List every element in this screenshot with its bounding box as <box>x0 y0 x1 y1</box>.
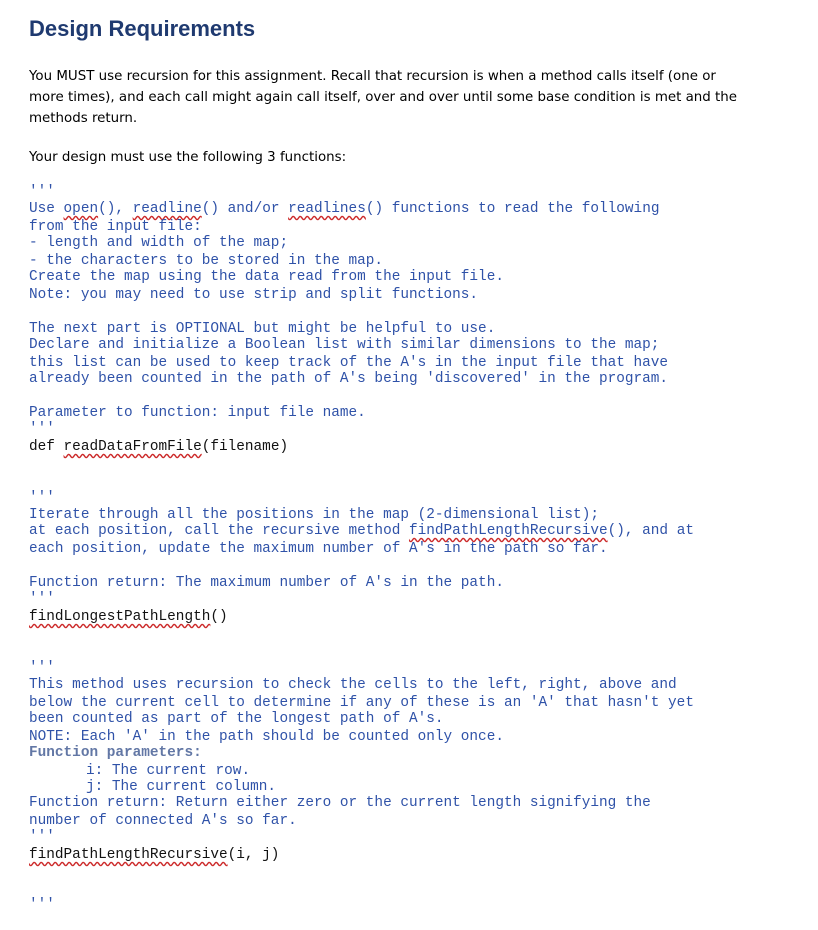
docstring-line-parameters-heading: Function parameters: <box>29 745 202 761</box>
docstring-line: from the input file: <box>29 219 202 235</box>
docstring-quote-final: ''' <box>29 897 55 913</box>
page-heading: Design Requirements <box>29 16 256 41</box>
docstring-quote-open-2: ''' <box>29 490 55 506</box>
intro-paragraph: You MUST use recursion for this assignment. Recall that recursion is when a method calls itself (one or more times), and each call might again call itself, over and over until some base condition is met and the methods return. <box>29 69 738 126</box>
docstring-line: Create the map using the data read from the input file. <box>29 269 504 285</box>
docstring-line: - the characters to be stored in the map. <box>29 253 384 269</box>
spell-findPathLengthRecursive-def: findPathLengthRecursive <box>29 847 228 863</box>
docstring-line: NOTE: Each 'A' in the path should be counted only once. <box>29 729 504 745</box>
docstring-line: this list can be used to keep track of the A's in the input file that have <box>29 355 669 371</box>
docstring-quote-open-1: ''' <box>29 184 55 200</box>
docstring-quote-close-2: ''' <box>29 591 55 607</box>
spell-findLongestPathLength: findLongestPathLength <box>29 609 211 625</box>
docstring-line: below the current cell to determine if any of these is an 'A' that hasn't yet <box>29 695 694 711</box>
docstring-line: Function return: The maximum number of A's in the path. <box>29 575 504 591</box>
docstring-line-param-j: j: The current column. <box>86 779 276 795</box>
docstring-line-call-recursive: at each position, call the recursive method findPathLengthRecursive(), and at <box>29 523 694 539</box>
docstring-line: The next part is OPTIONAL but might be helpful to use. <box>29 321 496 337</box>
docstring-line: Parameter to function: input file name. <box>29 405 366 421</box>
docstring-line: Iterate through all the positions in the map (2-dimensional list); <box>29 507 599 523</box>
docstring-line: This method uses recursion to check the cells to the left, right, above and <box>29 677 677 693</box>
docstring-quote-close-3: ''' <box>29 829 55 845</box>
docstring-line: - length and width of the map; <box>29 235 289 251</box>
spell-readDataFromFile: readDataFromFile <box>63 439 202 455</box>
docstring-line: number of connected A's so far. <box>29 813 297 829</box>
functions-intro: Your design must use the following 3 functions: <box>29 150 347 165</box>
spell-findPathLengthRecursive: findPathLengthRecursive <box>408 523 608 539</box>
docstring-line: been counted as part of the longest path of A's. <box>29 711 444 727</box>
function-def-recursive: findPathLengthRecursive(i, j) <box>29 847 280 863</box>
function-def-longest-path: findLongestPathLength() <box>29 609 228 625</box>
docstring-quote-close-1: ''' <box>29 421 55 437</box>
docstring-line: already been counted in the path of A's being 'discovered' in the program. <box>29 371 669 387</box>
spell-open: open <box>63 201 99 217</box>
docstring-line-param-i: i: The current row. <box>86 763 251 779</box>
spell-readlines: readlines <box>288 201 366 217</box>
function-def-read-data: def readDataFromFile(filename) <box>29 439 289 455</box>
docstring-quote-open-3: ''' <box>29 660 55 676</box>
docstring-line: Note: you may need to use strip and split functions. <box>29 287 479 303</box>
spell-readline: readline <box>132 201 202 217</box>
docstring-line: each position, update the maximum number of A's in the path so far. <box>29 541 608 557</box>
docstring-line: Declare and initialize a Boolean list with similar dimensions to the map; <box>29 337 660 353</box>
docstring-line-read-functions: Use open(), readline() and/or readlines() functions to read the following <box>29 201 660 217</box>
docstring-line: Function return: Return either zero or the current length signifying the <box>29 795 651 811</box>
